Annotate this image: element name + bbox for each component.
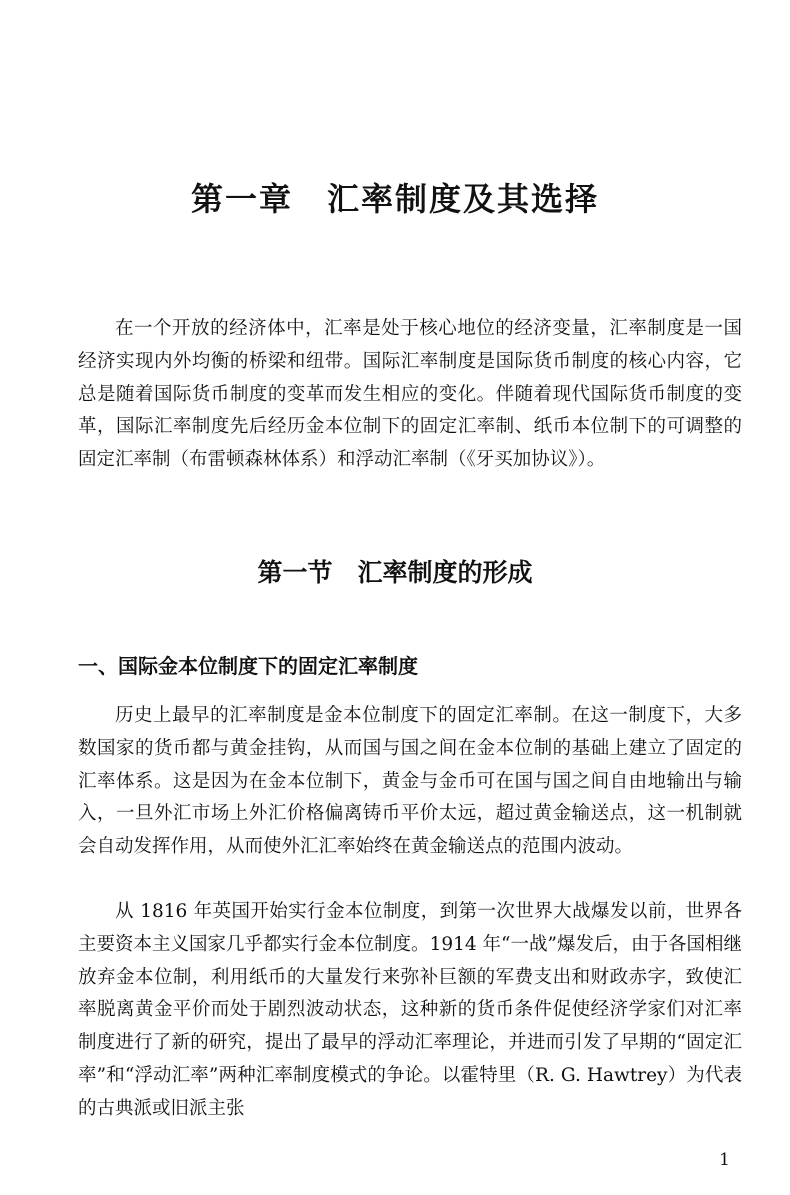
intro-paragraph: 在一个开放的经济体中，汇率是处于核心地位的经济变量，汇率制度是一国经济实现内外均衡的桥梁和纽带。国际汇率制度是国际货币制度的核心内容，它总是随着国际货币制度的变革而发生相应的变化。伴随着现代国际货币制度的变革，国际汇率制度先后经历金本位制下的固定汇率制、纸币本位制下的可调整的固定汇率制（布雷顿森林体系）和浮动汇率制（《牙买加协议》）。 [78,318,742,471]
page-number: 1 [719,1150,730,1170]
chapter-title: 第一章 汇率制度及其选择 [190,180,599,218]
body-paragraph-2: 从 1816 年英国开始实行金本位制度，到第一次世界大战爆发以前，世界各主要资本主义国家几乎都实行金本位制度。1914 年“一战”爆发后，由于各国相继放弃金本位制，利用纸币的大量发行来弥补巨额的军费支出和财政赤字，致使汇率脱离黄金平价而处于剧烈波动状态，这种新的货币条件促使经济学家们对汇率制度进行了新的研究，提出了最早的浮动汇率理论，并进而引发了早期的“固定汇率”和“浮动汇率”两种汇率制度模式的争论。以霍特里（R. G. Hawtrey）为代表的古典派或旧派主张 [78,901,742,1119]
body-paragraph-1: 历史上最早的汇率制度是金本位制度下的固定汇率制。在这一制度下，大多数国家的货币都与黄金挂钩，从而国与国之间在金本位制的基础上建立了固定的汇率体系。这是因为在金本位制下，黄金与金币可在国与国之间自由地输出与输入，一旦外汇市场上外汇价格偏离铸币平价太远，超过黄金输送点，这一机制就会自动发挥作用，从而使外汇汇率始终在黄金输送点的范围内波动。 [78,705,742,858]
subsection-title: 一、国际金本位制度下的固定汇率制度 [78,654,418,678]
section-title: 第一节 汇率制度的形成 [257,558,533,587]
